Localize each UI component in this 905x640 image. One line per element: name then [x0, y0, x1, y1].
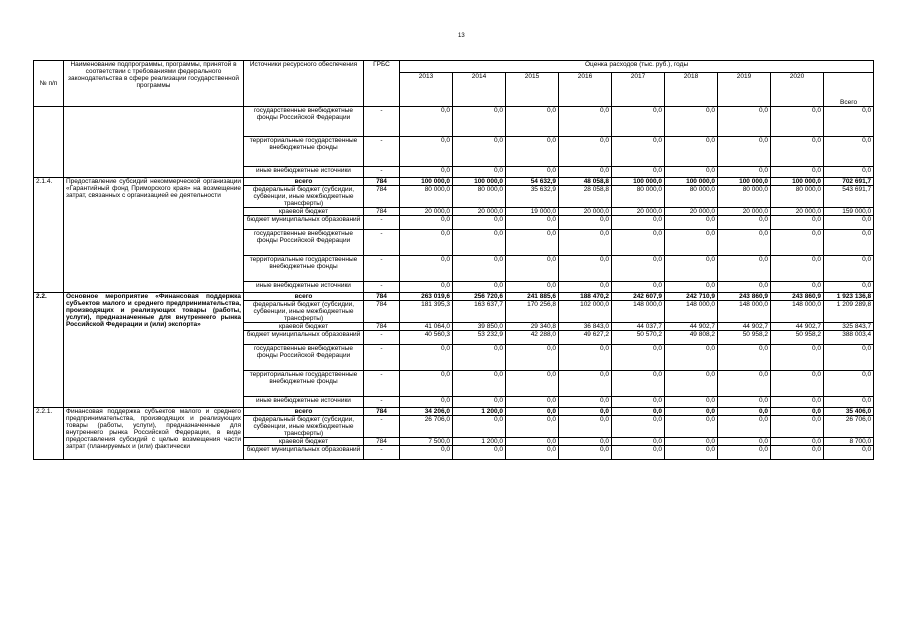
value-cell: 0,0: [665, 167, 718, 178]
value-cell: 35 632,9: [506, 186, 559, 208]
value-cell: 0,0: [453, 416, 506, 438]
estimate-header: Оценка расходов (тыс. руб.), годы: [400, 61, 874, 73]
value-cell: 0,0: [771, 167, 824, 178]
value-cell: 0,0: [559, 282, 612, 293]
value-cell: 0,0: [718, 416, 771, 438]
value-cell: 181 395,3: [400, 301, 453, 323]
value-cell: 0,0: [771, 216, 824, 230]
value-cell: 0,0: [559, 416, 612, 438]
total-cell: 0,0: [824, 446, 874, 460]
total-cell: 0,0: [824, 137, 874, 167]
value-cell: 0,0: [665, 107, 718, 137]
table-row: [34, 293, 874, 301]
grbs-cell: -: [364, 216, 400, 230]
grbs-cell: -: [364, 107, 400, 137]
value-cell: 0,0: [612, 438, 665, 446]
value-cell: 50 958,2: [771, 331, 824, 345]
value-cell: 100 000,0: [400, 178, 453, 186]
total-cell: 35 406,0: [824, 408, 874, 416]
value-cell: 0,0: [718, 345, 771, 371]
source-cell: краевой бюджет: [244, 438, 364, 446]
value-cell: 0,0: [453, 256, 506, 282]
value-cell: 39 850,0: [453, 323, 506, 331]
value-cell: 0,0: [400, 282, 453, 293]
value-cell: 0,0: [718, 167, 771, 178]
grbs-cell: -: [364, 256, 400, 282]
value-cell: 0,0: [771, 397, 824, 408]
source-cell: краевой бюджет: [244, 323, 364, 331]
value-cell: 100 000,0: [771, 178, 824, 186]
value-cell: 0,0: [453, 446, 506, 460]
value-cell: 0,0: [718, 397, 771, 408]
source-cell: иные внебюджетные источники: [244, 167, 364, 178]
value-cell: 36 843,0: [559, 323, 612, 331]
source-cell: всего: [244, 293, 364, 301]
table-body: [34, 107, 874, 460]
value-cell: 44 902,7: [718, 323, 771, 331]
grbs-cell: 784: [364, 323, 400, 331]
budget-table: [33, 60, 874, 460]
source-cell: территориальные государственные внебюджетные фонды: [244, 371, 364, 397]
grbs-cell: 784: [364, 438, 400, 446]
value-cell: 0,0: [506, 345, 559, 371]
value-cell: 102 000,0: [559, 301, 612, 323]
grbs-cell: -: [364, 331, 400, 345]
value-cell: 0,0: [559, 256, 612, 282]
value-cell: 44 902,7: [665, 323, 718, 331]
table-row: [34, 178, 874, 186]
value-cell: 0,0: [612, 167, 665, 178]
total-cell: 159 000,0: [824, 208, 874, 216]
total-cell: 0,0: [824, 167, 874, 178]
value-cell: 0,0: [612, 282, 665, 293]
grbs-cell: -: [364, 397, 400, 408]
value-cell: 0,0: [612, 408, 665, 416]
value-cell: 0,0: [612, 256, 665, 282]
source-cell: федеральный бюджет (субсидии, субвенции, иные межбюджетные трансферты): [244, 301, 364, 323]
total-cell: 0,0: [824, 371, 874, 397]
grbs-cell: 784: [364, 208, 400, 216]
value-cell: 20 000,0: [665, 208, 718, 216]
value-cell: 0,0: [771, 438, 824, 446]
year-header: 2018: [665, 73, 718, 107]
total-cell: 325 843,7: [824, 323, 874, 331]
value-cell: 0,0: [612, 397, 665, 408]
value-cell: 20 000,0: [718, 208, 771, 216]
total-cell: 8 700,0: [824, 438, 874, 446]
value-cell: 100 000,0: [612, 178, 665, 186]
value-cell: 0,0: [453, 230, 506, 256]
grbs-cell: -: [364, 137, 400, 167]
source-cell: территориальные государственные внебюджетные фонды: [244, 137, 364, 167]
value-cell: 243 860,9: [718, 293, 771, 301]
value-cell: 0,0: [612, 446, 665, 460]
value-cell: 0,0: [612, 137, 665, 167]
value-cell: 0,0: [771, 230, 824, 256]
value-cell: 80 000,0: [453, 186, 506, 208]
value-cell: 0,0: [506, 397, 559, 408]
grbs-cell: 784: [364, 293, 400, 301]
total-cell: 702 691,7: [824, 178, 874, 186]
value-cell: 0,0: [400, 345, 453, 371]
value-cell: 0,0: [400, 256, 453, 282]
grbs-cell: 784: [364, 178, 400, 186]
value-cell: 0,0: [506, 137, 559, 167]
value-cell: 40 560,3: [400, 331, 453, 345]
value-cell: 0,0: [453, 345, 506, 371]
year-header: 2017: [612, 73, 665, 107]
value-cell: 80 000,0: [718, 186, 771, 208]
grbs-cell: -: [364, 230, 400, 256]
value-cell: 170 256,8: [506, 301, 559, 323]
value-cell: 29 340,8: [506, 323, 559, 331]
value-cell: 0,0: [718, 230, 771, 256]
value-cell: 0,0: [400, 137, 453, 167]
value-cell: 0,0: [718, 408, 771, 416]
value-cell: 263 019,6: [400, 293, 453, 301]
grbs-cell: -: [364, 345, 400, 371]
value-cell: 0,0: [612, 371, 665, 397]
value-cell: 0,0: [771, 345, 824, 371]
value-cell: 0,0: [718, 446, 771, 460]
value-cell: 0,0: [771, 256, 824, 282]
source-cell: федеральный бюджет (субсидии, субвенции, иные межбюджетные трансферты): [244, 186, 364, 208]
value-cell: 41 064,0: [400, 323, 453, 331]
value-cell: 0,0: [453, 216, 506, 230]
grbs-cell: 784: [364, 186, 400, 208]
value-cell: 42 288,0: [506, 331, 559, 345]
value-cell: 0,0: [400, 397, 453, 408]
value-cell: 0,0: [400, 167, 453, 178]
value-cell: 0,0: [506, 256, 559, 282]
value-cell: 0,0: [718, 216, 771, 230]
value-cell: 0,0: [559, 216, 612, 230]
total-cell: 1 923 136,8: [824, 293, 874, 301]
value-cell: 0,0: [400, 107, 453, 137]
row-title: Финансовая поддержка субъектов малого и среднего предпринимательства, производящих и реализующих товары (работы, услуги), предназначенные для внутреннего рынка Российской Федерации, в виде предоставления субсидий с целью возмещения части затрат (планируемых и (или) фактически: [64, 408, 244, 460]
year-header: 2020: [771, 73, 824, 107]
value-cell: 148 000,0: [771, 301, 824, 323]
source-cell: иные внебюджетные источники: [244, 397, 364, 408]
year-header: 2014: [453, 73, 506, 107]
value-cell: 0,0: [559, 107, 612, 137]
col-name-header: Наименование подпрограммы, программы, принятой в соответствии с требованиями федерального законодательства в сфере реализации государственной программы: [64, 61, 244, 107]
total-cell: 0,0: [824, 107, 874, 137]
value-cell: 100 000,0: [718, 178, 771, 186]
total-cell: 0,0: [824, 397, 874, 408]
value-cell: 0,0: [453, 282, 506, 293]
value-cell: 44 902,7: [771, 323, 824, 331]
value-cell: 0,0: [718, 256, 771, 282]
value-cell: 188 470,2: [559, 293, 612, 301]
col-num-header: № п/п: [34, 61, 64, 107]
value-cell: 20 000,0: [771, 208, 824, 216]
value-cell: 7 500,0: [400, 438, 453, 446]
col-grbs-header: ГРБС: [364, 61, 400, 107]
value-cell: 242 710,9: [665, 293, 718, 301]
value-cell: 0,0: [771, 282, 824, 293]
value-cell: 0,0: [771, 107, 824, 137]
value-cell: 0,0: [665, 416, 718, 438]
value-cell: 20 000,0: [612, 208, 665, 216]
value-cell: 44 037,7: [612, 323, 665, 331]
value-cell: 0,0: [771, 137, 824, 167]
source-cell: территориальные государственные внебюджетные фонды: [244, 256, 364, 282]
value-cell: 49 627,2: [559, 331, 612, 345]
empty-cell: [64, 107, 244, 178]
page-number: 13: [458, 33, 465, 39]
value-cell: 0,0: [453, 371, 506, 397]
total-cell: 0,0: [824, 216, 874, 230]
year-header: 2015: [506, 73, 559, 107]
value-cell: 256 720,6: [453, 293, 506, 301]
grbs-cell: -: [364, 446, 400, 460]
value-cell: 80 000,0: [665, 186, 718, 208]
source-cell: всего: [244, 408, 364, 416]
value-cell: 0,0: [612, 107, 665, 137]
source-cell: краевой бюджет: [244, 208, 364, 216]
value-cell: 0,0: [506, 446, 559, 460]
table-row: [34, 107, 874, 137]
value-cell: 0,0: [506, 416, 559, 438]
value-cell: 0,0: [506, 438, 559, 446]
value-cell: 49 808,2: [665, 331, 718, 345]
source-cell: всего: [244, 178, 364, 186]
value-cell: 0,0: [400, 371, 453, 397]
value-cell: 0,0: [771, 416, 824, 438]
value-cell: 0,0: [506, 167, 559, 178]
value-cell: 50 570,2: [612, 331, 665, 345]
value-cell: 34 206,0: [400, 408, 453, 416]
value-cell: 80 000,0: [612, 186, 665, 208]
table-row: [34, 408, 874, 416]
value-cell: 54 632,9: [506, 178, 559, 186]
row-number: 2.1.4.: [34, 178, 64, 293]
value-cell: 19 000,0: [506, 208, 559, 216]
source-cell: государственные внебюджетные фонды Российской Федерации: [244, 107, 364, 137]
value-cell: 0,0: [718, 282, 771, 293]
value-cell: 0,0: [718, 438, 771, 446]
value-cell: 0,0: [665, 371, 718, 397]
value-cell: 0,0: [612, 230, 665, 256]
total-cell: 0,0: [824, 282, 874, 293]
value-cell: 50 958,2: [718, 331, 771, 345]
total-cell: 543 691,7: [824, 186, 874, 208]
value-cell: 28 058,8: [559, 186, 612, 208]
value-cell: 0,0: [506, 107, 559, 137]
value-cell: 0,0: [559, 438, 612, 446]
value-cell: 242 607,9: [612, 293, 665, 301]
value-cell: 0,0: [665, 345, 718, 371]
value-cell: 0,0: [400, 216, 453, 230]
value-cell: 0,0: [612, 416, 665, 438]
value-cell: 0,0: [718, 107, 771, 137]
source-cell: бюджет муниципальных образований: [244, 216, 364, 230]
source-cell: государственные внебюджетные фонды Российской Федерации: [244, 345, 364, 371]
year-header: 2016: [559, 73, 612, 107]
value-cell: 243 860,9: [771, 293, 824, 301]
value-cell: 241 885,6: [506, 293, 559, 301]
value-cell: 0,0: [400, 230, 453, 256]
row-number: 2.2.1.: [34, 408, 64, 460]
source-cell: бюджет муниципальных образований: [244, 331, 364, 345]
grbs-cell: -: [364, 282, 400, 293]
row-title: Основное мероприятие «Финансовая поддержка субъектов малого и среднего предпринимательства, производящих и реализующих товары (работы, услуги), предназначенные для внутреннего рынка Российской Федерации и (или) экспорта»: [64, 293, 244, 408]
value-cell: 0,0: [506, 408, 559, 416]
total-header: Всего: [824, 73, 874, 107]
value-cell: 0,0: [665, 137, 718, 167]
value-cell: 0,0: [506, 216, 559, 230]
grbs-cell: -: [364, 167, 400, 178]
value-cell: 1 200,0: [453, 408, 506, 416]
value-cell: 80 000,0: [771, 186, 824, 208]
value-cell: 0,0: [559, 446, 612, 460]
value-cell: 53 232,9: [453, 331, 506, 345]
value-cell: 0,0: [612, 345, 665, 371]
value-cell: 0,0: [559, 371, 612, 397]
value-cell: 0,0: [559, 408, 612, 416]
year-header: 2019: [718, 73, 771, 107]
value-cell: 0,0: [453, 107, 506, 137]
value-cell: 26 706,0: [400, 416, 453, 438]
row-title: Предоставление субсидий некоммерческой организации «Гарантийный фонд Приморского края» на возмещение затрат, связанных с организацией ее деятельности: [64, 178, 244, 293]
value-cell: 0,0: [559, 397, 612, 408]
value-cell: 0,0: [506, 230, 559, 256]
value-cell: 0,0: [771, 446, 824, 460]
source-cell: бюджет муниципальных образований: [244, 446, 364, 460]
value-cell: 80 000,0: [400, 186, 453, 208]
source-cell: иные внебюджетные источники: [244, 282, 364, 293]
total-cell: 1 209 289,8: [824, 301, 874, 323]
value-cell: 0,0: [559, 137, 612, 167]
value-cell: 148 000,0: [612, 301, 665, 323]
empty-cell: [34, 107, 64, 178]
value-cell: 0,0: [718, 371, 771, 397]
value-cell: 0,0: [665, 438, 718, 446]
value-cell: 0,0: [506, 282, 559, 293]
grbs-cell: -: [364, 371, 400, 397]
value-cell: 0,0: [665, 408, 718, 416]
grbs-cell: 784: [364, 301, 400, 323]
total-cell: 0,0: [824, 345, 874, 371]
value-cell: 20 000,0: [559, 208, 612, 216]
value-cell: 148 000,0: [718, 301, 771, 323]
year-header: 2013: [400, 73, 453, 107]
value-cell: 100 000,0: [453, 178, 506, 186]
value-cell: 163 637,7: [453, 301, 506, 323]
value-cell: 100 000,0: [665, 178, 718, 186]
value-cell: 0,0: [665, 446, 718, 460]
value-cell: 0,0: [665, 230, 718, 256]
value-cell: 0,0: [612, 216, 665, 230]
value-cell: 0,0: [453, 137, 506, 167]
value-cell: 0,0: [559, 167, 612, 178]
value-cell: 20 000,0: [400, 208, 453, 216]
total-cell: 388 003,4: [824, 331, 874, 345]
total-cell: 26 706,0: [824, 416, 874, 438]
value-cell: 0,0: [559, 345, 612, 371]
value-cell: 0,0: [453, 397, 506, 408]
row-number: 2.2.: [34, 293, 64, 408]
value-cell: 1 200,0: [453, 438, 506, 446]
value-cell: 0,0: [771, 371, 824, 397]
source-cell: государственные внебюджетные фонды Российской Федерации: [244, 230, 364, 256]
value-cell: 0,0: [665, 282, 718, 293]
value-cell: 0,0: [400, 446, 453, 460]
grbs-cell: -: [364, 416, 400, 438]
value-cell: 0,0: [506, 371, 559, 397]
value-cell: 48 058,8: [559, 178, 612, 186]
value-cell: 0,0: [771, 408, 824, 416]
total-cell: 0,0: [824, 256, 874, 282]
grbs-cell: 784: [364, 408, 400, 416]
value-cell: 148 000,0: [665, 301, 718, 323]
value-cell: 0,0: [665, 397, 718, 408]
value-cell: 0,0: [718, 137, 771, 167]
value-cell: 0,0: [453, 167, 506, 178]
value-cell: 0,0: [559, 230, 612, 256]
total-cell: 0,0: [824, 230, 874, 256]
value-cell: 0,0: [665, 216, 718, 230]
value-cell: 20 000,0: [453, 208, 506, 216]
value-cell: 0,0: [665, 256, 718, 282]
source-cell: федеральный бюджет (субсидии, субвенции, иные межбюджетные трансферты): [244, 416, 364, 438]
col-source-header: Источники ресурсного обеспечения: [244, 61, 364, 107]
